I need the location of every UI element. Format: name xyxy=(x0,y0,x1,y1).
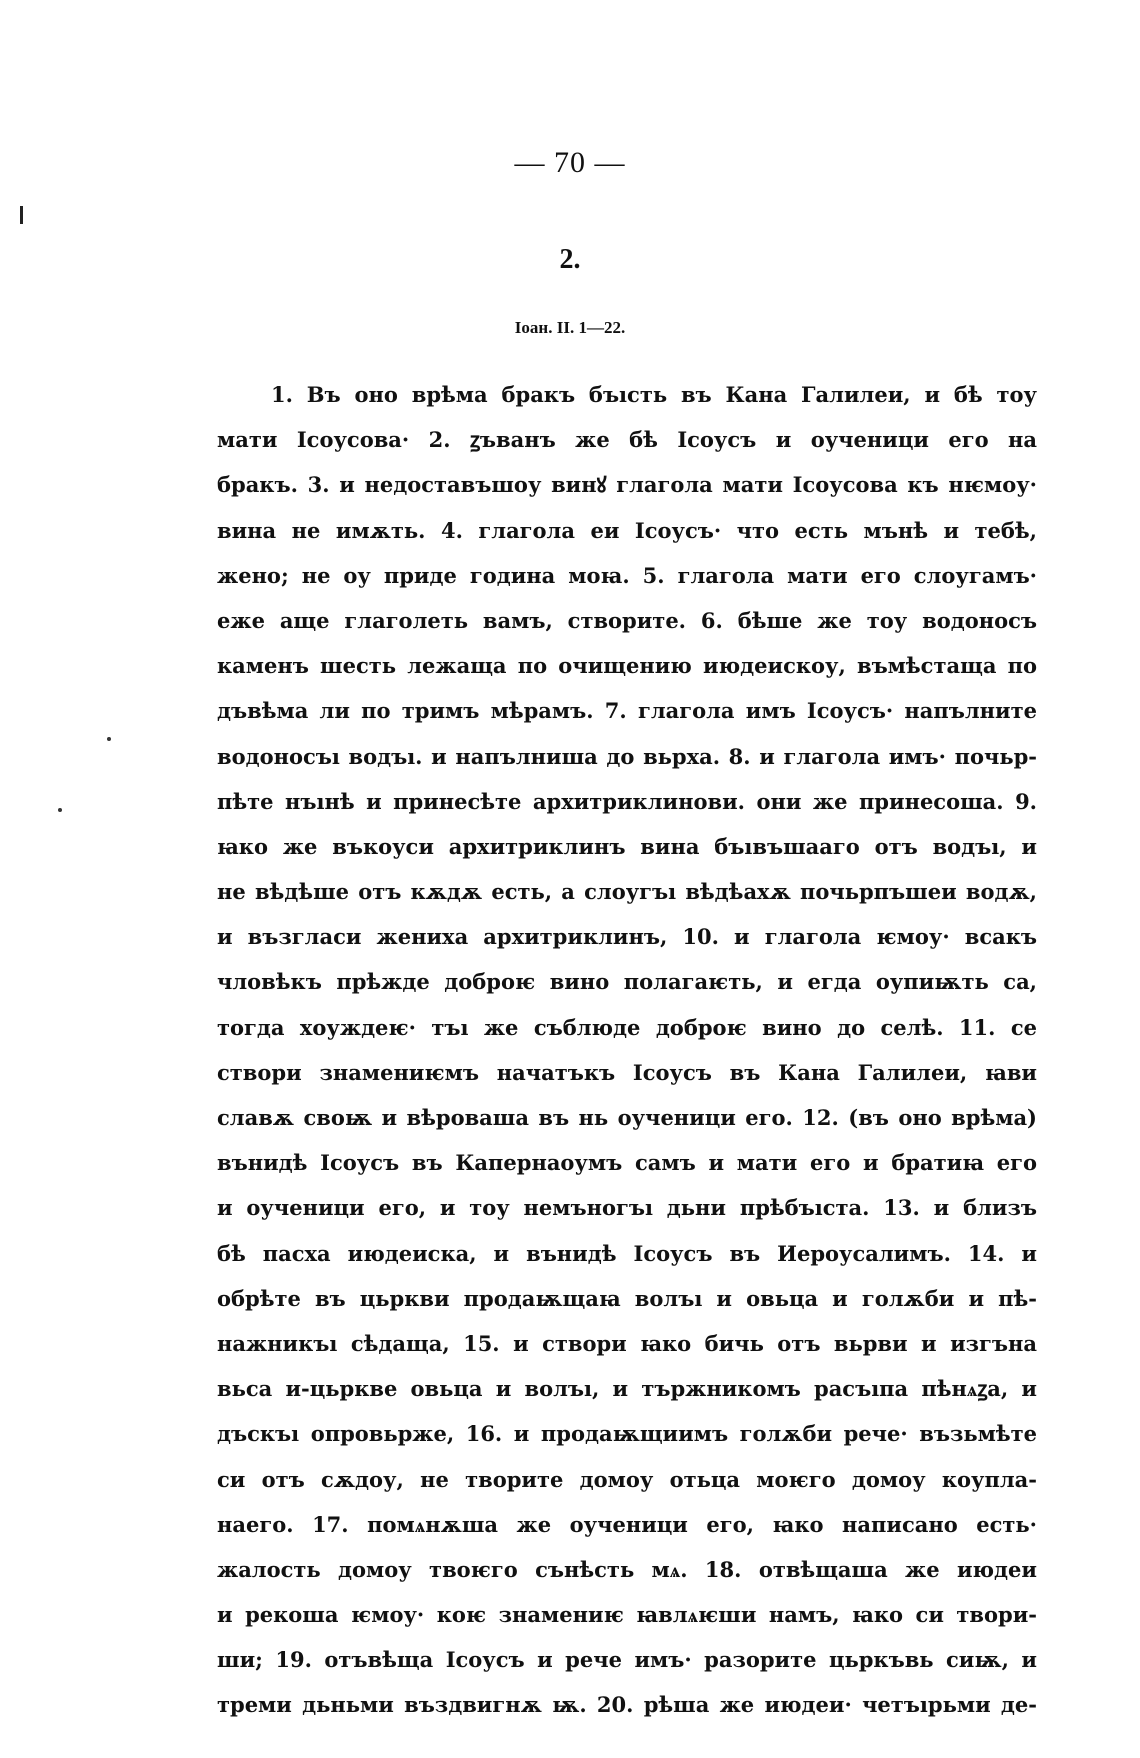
text-line: вьса и-цьркве овьца и волъı, и тържникомъ расъıпа пѣнѧꙁа, и xyxy=(217,1376,1037,1402)
stray-dot xyxy=(107,737,111,741)
section-number: 2. xyxy=(559,244,581,275)
text-line: и възгласи жениха архитриклинъ, 10. и глагола ѥмоу· всакъ xyxy=(217,924,1037,950)
text-line: каменъ шесть лежаща по очищению июдеискоу, въмѣстаща по xyxy=(217,653,1037,679)
text-line: еже аще глаголеть вамъ, створите. 6. бѣше же тоу водоносъ xyxy=(217,607,1037,633)
text-line: славѫ своѭ и вѣроваша въ нь оученици его. 12. (въ оно врѣма) xyxy=(217,1105,1037,1130)
stray-dot xyxy=(58,808,62,812)
text-line: наего. 17. помѧнѫша же оученици его, ꙗко написано есть· xyxy=(217,1511,1037,1537)
text-line: обрѣте въ цьркви продаѭщаꙗ волъı и овьца и голѫби и пѣ- xyxy=(217,1285,1037,1311)
text-line: 1. Въ оно врѣма бракъ бъıсть въ Кана Галилеи, и бѣ тоу xyxy=(271,382,1037,407)
text-line: пѣте нъıнѣ и принесѣте архитриклинови. они же принесоша. 9. xyxy=(217,788,1037,814)
scripture-reference: Іоан. II. 1—22. xyxy=(514,318,626,337)
text-line: бѣ пасха июдеиска, и вънидѣ Ісоусъ въ Иероусалимъ. 14. и xyxy=(217,1240,1037,1266)
text-line: жалость домоу твоѥго сънѣсть мѧ. 18. отвѣщаша же июдеи xyxy=(217,1556,1037,1582)
text-line: дъскъı опровьрже, 16. и продаѭщиимъ голѫби рече· възьмѣте xyxy=(217,1421,1037,1447)
text-line: створи знамениѥмъ начатъкъ Ісоусъ въ Кана Галилеи, ꙗви xyxy=(217,1059,1037,1085)
text-line: чловѣкъ прѣжде доброѥ вино полагаѥть, и егда оупиѭть са, xyxy=(217,969,1037,995)
text-line: мати Ісоусова· 2. ꙁъванъ же бѣ Ісоусъ и оученици его на xyxy=(217,427,1037,453)
text-line: ꙗко же въкоуси архитриклинъ вина бъıвъшааго отъ водъı, и xyxy=(217,833,1037,859)
text-line: и оученици его, и тоу немъногъı дьни прѣбъıста. 13. и близъ xyxy=(217,1195,1037,1221)
text-line: нажникъı сѣдаща, 15. и створи ꙗко бичь отъ вьрви и изгъна xyxy=(217,1330,1037,1356)
margin-mark xyxy=(20,206,23,224)
text-line: бракъ. 3. и недоставъшоу винꙋ глагола мати Ісоусова къ нѥмоу· xyxy=(217,472,1037,498)
text-line: водоносъı водъı. и напълниша до вьрха. 8. и глагола имъ· почьр- xyxy=(217,743,1037,769)
text-line: не вѣдѣше отъ кѫдѫ есть, а слоугъı вѣдѣахѫ почьрпъшеи водѫ, xyxy=(217,879,1037,905)
text-line: ши; 19. отъвѣща Ісоусъ и рече имъ· разорите цьркъвь сиѭ, и xyxy=(217,1647,1037,1673)
text-line: тогда хоуждеѥ· тъı же съблюде доброѥ вино до селѣ. 11. се xyxy=(217,1014,1037,1040)
page-number: — 70 — xyxy=(514,146,626,179)
text-line: треми дьньми въздвигнѫ ѭ. 20. рѣша же июдеи· четъıрьми де- xyxy=(217,1692,1037,1718)
text-line: жено; не оу приде година моꙗ. 5. глагола мати его слоугамъ· xyxy=(217,562,1037,588)
text-line: дъвѣма ли по тримъ мѣрамъ. 7. глагола имъ Ісоусъ· напълните xyxy=(217,698,1037,724)
text-line: си отъ сѫдоу, не творите домоу отьца моѥго домоу коупла- xyxy=(217,1466,1037,1492)
text-line: и рекоша ѥмоу· коѥ знамениѥ ꙗвлѧѥши намъ, ꙗко си твори- xyxy=(217,1602,1037,1628)
body-text xyxy=(217,372,1037,1728)
text-line: вина не имѫть. 4. глагола еи Ісоусъ· что есть мънѣ и тебѣ, xyxy=(217,517,1037,543)
text-line: вънидѣ Ісоусъ въ Капернаоумъ самъ и мати его и братиꙗ его xyxy=(217,1150,1037,1176)
